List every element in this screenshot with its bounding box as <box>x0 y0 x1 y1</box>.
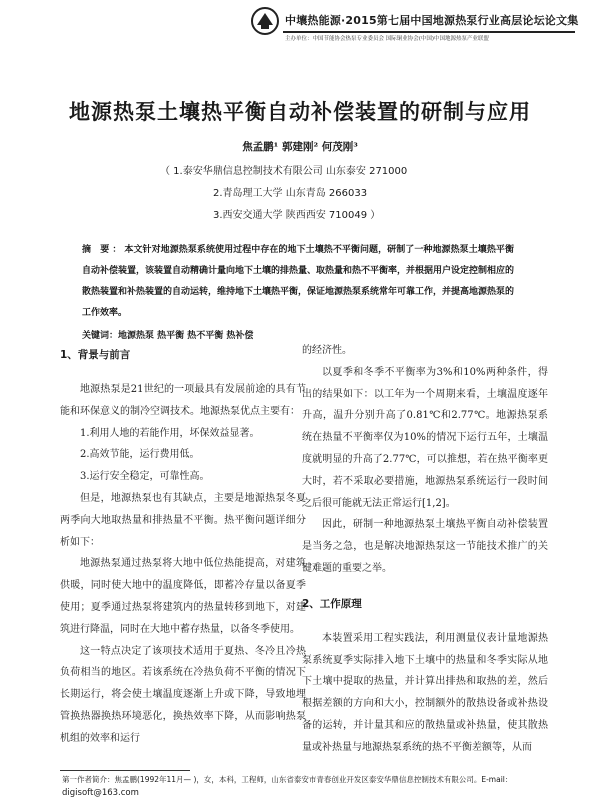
list-item: 3.运行安全稳定，可靠性高。 <box>80 471 210 483</box>
affiliation-3: 3.西安交通大学 陕西西安 710049 ） <box>213 210 381 221</box>
keywords-text: 地源热泵 热平衡 热不平衡 热补偿 <box>118 331 254 341</box>
paragraph: 因此，研制一种地源热泵土壤热平衡自动补偿装置是当务之急，也是解决地源热泵这一节能技术推广的关键难题的重要之举。 <box>302 519 548 574</box>
keywords-label: 关键词： <box>82 331 119 341</box>
header-subtitle: 主办单位：中国节能协会热泵专业委员会 国际铜业协会(中国)中国地源热泵产业联盟 <box>285 36 490 42</box>
page-header <box>0 0 600 58</box>
author-email: digisoft@163.com <box>62 788 139 798</box>
section-heading-principle: 2、工作原理 <box>302 597 362 610</box>
paragraph: 的经济性。 <box>302 345 352 356</box>
header-rule <box>283 31 575 33</box>
section-heading-background: 1、背景与前言 <box>60 349 131 361</box>
footnote: 第一作者简介：焦孟鹏(1992年11月— )，女，本科，工程师，山东省泰安市青春创业开发区泰安华鼎信息控制技术有限公司。E-mail： <box>62 775 513 784</box>
list-item: 1.利用人地的若能作用，坏保效益显著。 <box>80 427 260 439</box>
paper-title: 地源热泵土壤热平衡自动补偿装置的研制与应用 <box>69 99 531 124</box>
paper-authors: 焦孟鹏¹ 郭建刚² 何茂刚³ <box>242 141 358 153</box>
header-title: 中壤热能源·2015第七届中国地源热泵行业高层论坛论文集 <box>285 14 579 27</box>
affiliation-1: （ 1.泰安华鼎信息控制技术有限公司 山东泰安 271000 <box>160 166 408 177</box>
abstract-text: 本文针对地源热泵系统使用过程中存在的地下土壤热不平衡问题，研制了一种地源热泵土壤热平衡自动补偿装置，该装置自动精确计量向地下土壤的排热量、取热量和热不平衡率，并根据用户设定控制相应的散热装置和补热装置的自动运转，维持地下土壤热平衡，保证地源热泵系统常年可靠工作，并提高地源热泵的工作效率。 <box>82 245 515 318</box>
left-column <box>60 340 306 750</box>
paragraph: 地源热泵通过热泵将大地中低位热能提高，对建筑供暖，同时使大地中的温度降低，即蓄冷存量以备夏季使用；夏季通过热泵将建筑内的热量转移到地下，对建筑进行降温，同时在大地中蓄存热量，以备冬季使用。 <box>60 558 306 635</box>
paragraph: 地源热泵是21世纪的一项最具有发展前途的具有节能和环保意义的制冷空调技术。地源热泵优点主要有： <box>60 384 306 417</box>
list-item: 2.高效节能，运行费用低。 <box>80 449 200 461</box>
paragraph: 但是，地源热泵也有其缺点，主要是地源热泵冬夏两季向大地取热量和排热量不平衡。热平衡问题详细分析如下： <box>60 492 306 548</box>
paragraph: 这一特点决定了该项技术适用于夏热、冬冷且冷热负荷相当的地区。若该系统在冷热负荷不平衡的情况下长期运行，将会使土壤温度逐渐上升或下降，导致地埋管换热器换热环境恶化，换热效率下降，从而影响热泵机组的效率和运行 <box>60 645 306 744</box>
affiliation-2: 2.青岛理工大学 山东青岛 266033 <box>213 188 368 199</box>
conference-logo-icon <box>250 6 280 36</box>
abstract <box>82 240 514 324</box>
right-column <box>302 340 548 759</box>
paragraph: 本装置采用工程实践法，利用测量仪表计量地源热泵系统夏季实际排入地下土壤中的热量和冬季实际从地下土壤中提取的热量，并计算出排热和取热的差，然后根据差额的方向和大小，控制额外的散热设备或补热设备的运转，并计量其和应的散热量或补热量，使其散热量或补热量与地源热泵系统的热不平衡差额等，从而 <box>302 632 548 753</box>
footnote-rule <box>60 770 190 771</box>
paragraph: 以夏季和冬季不平衡率为3%和10%两种条件，得出的结果如下：以工年为一个周期来看，土壤温度逐年升高，温升分别升高了0.81℃和2.77℃。地源热泵系统在热量不平衡率仅为10%的情况下运行五年，土壤温度就明显的升高了2.77℃，可以推想，若在热平衡率更大时，若不采取必要措施，地源热泵系统运行一段时间之后很可能就无法正常运行[1,2]。 <box>302 366 548 509</box>
abstract-label: 摘 要： <box>82 245 125 255</box>
